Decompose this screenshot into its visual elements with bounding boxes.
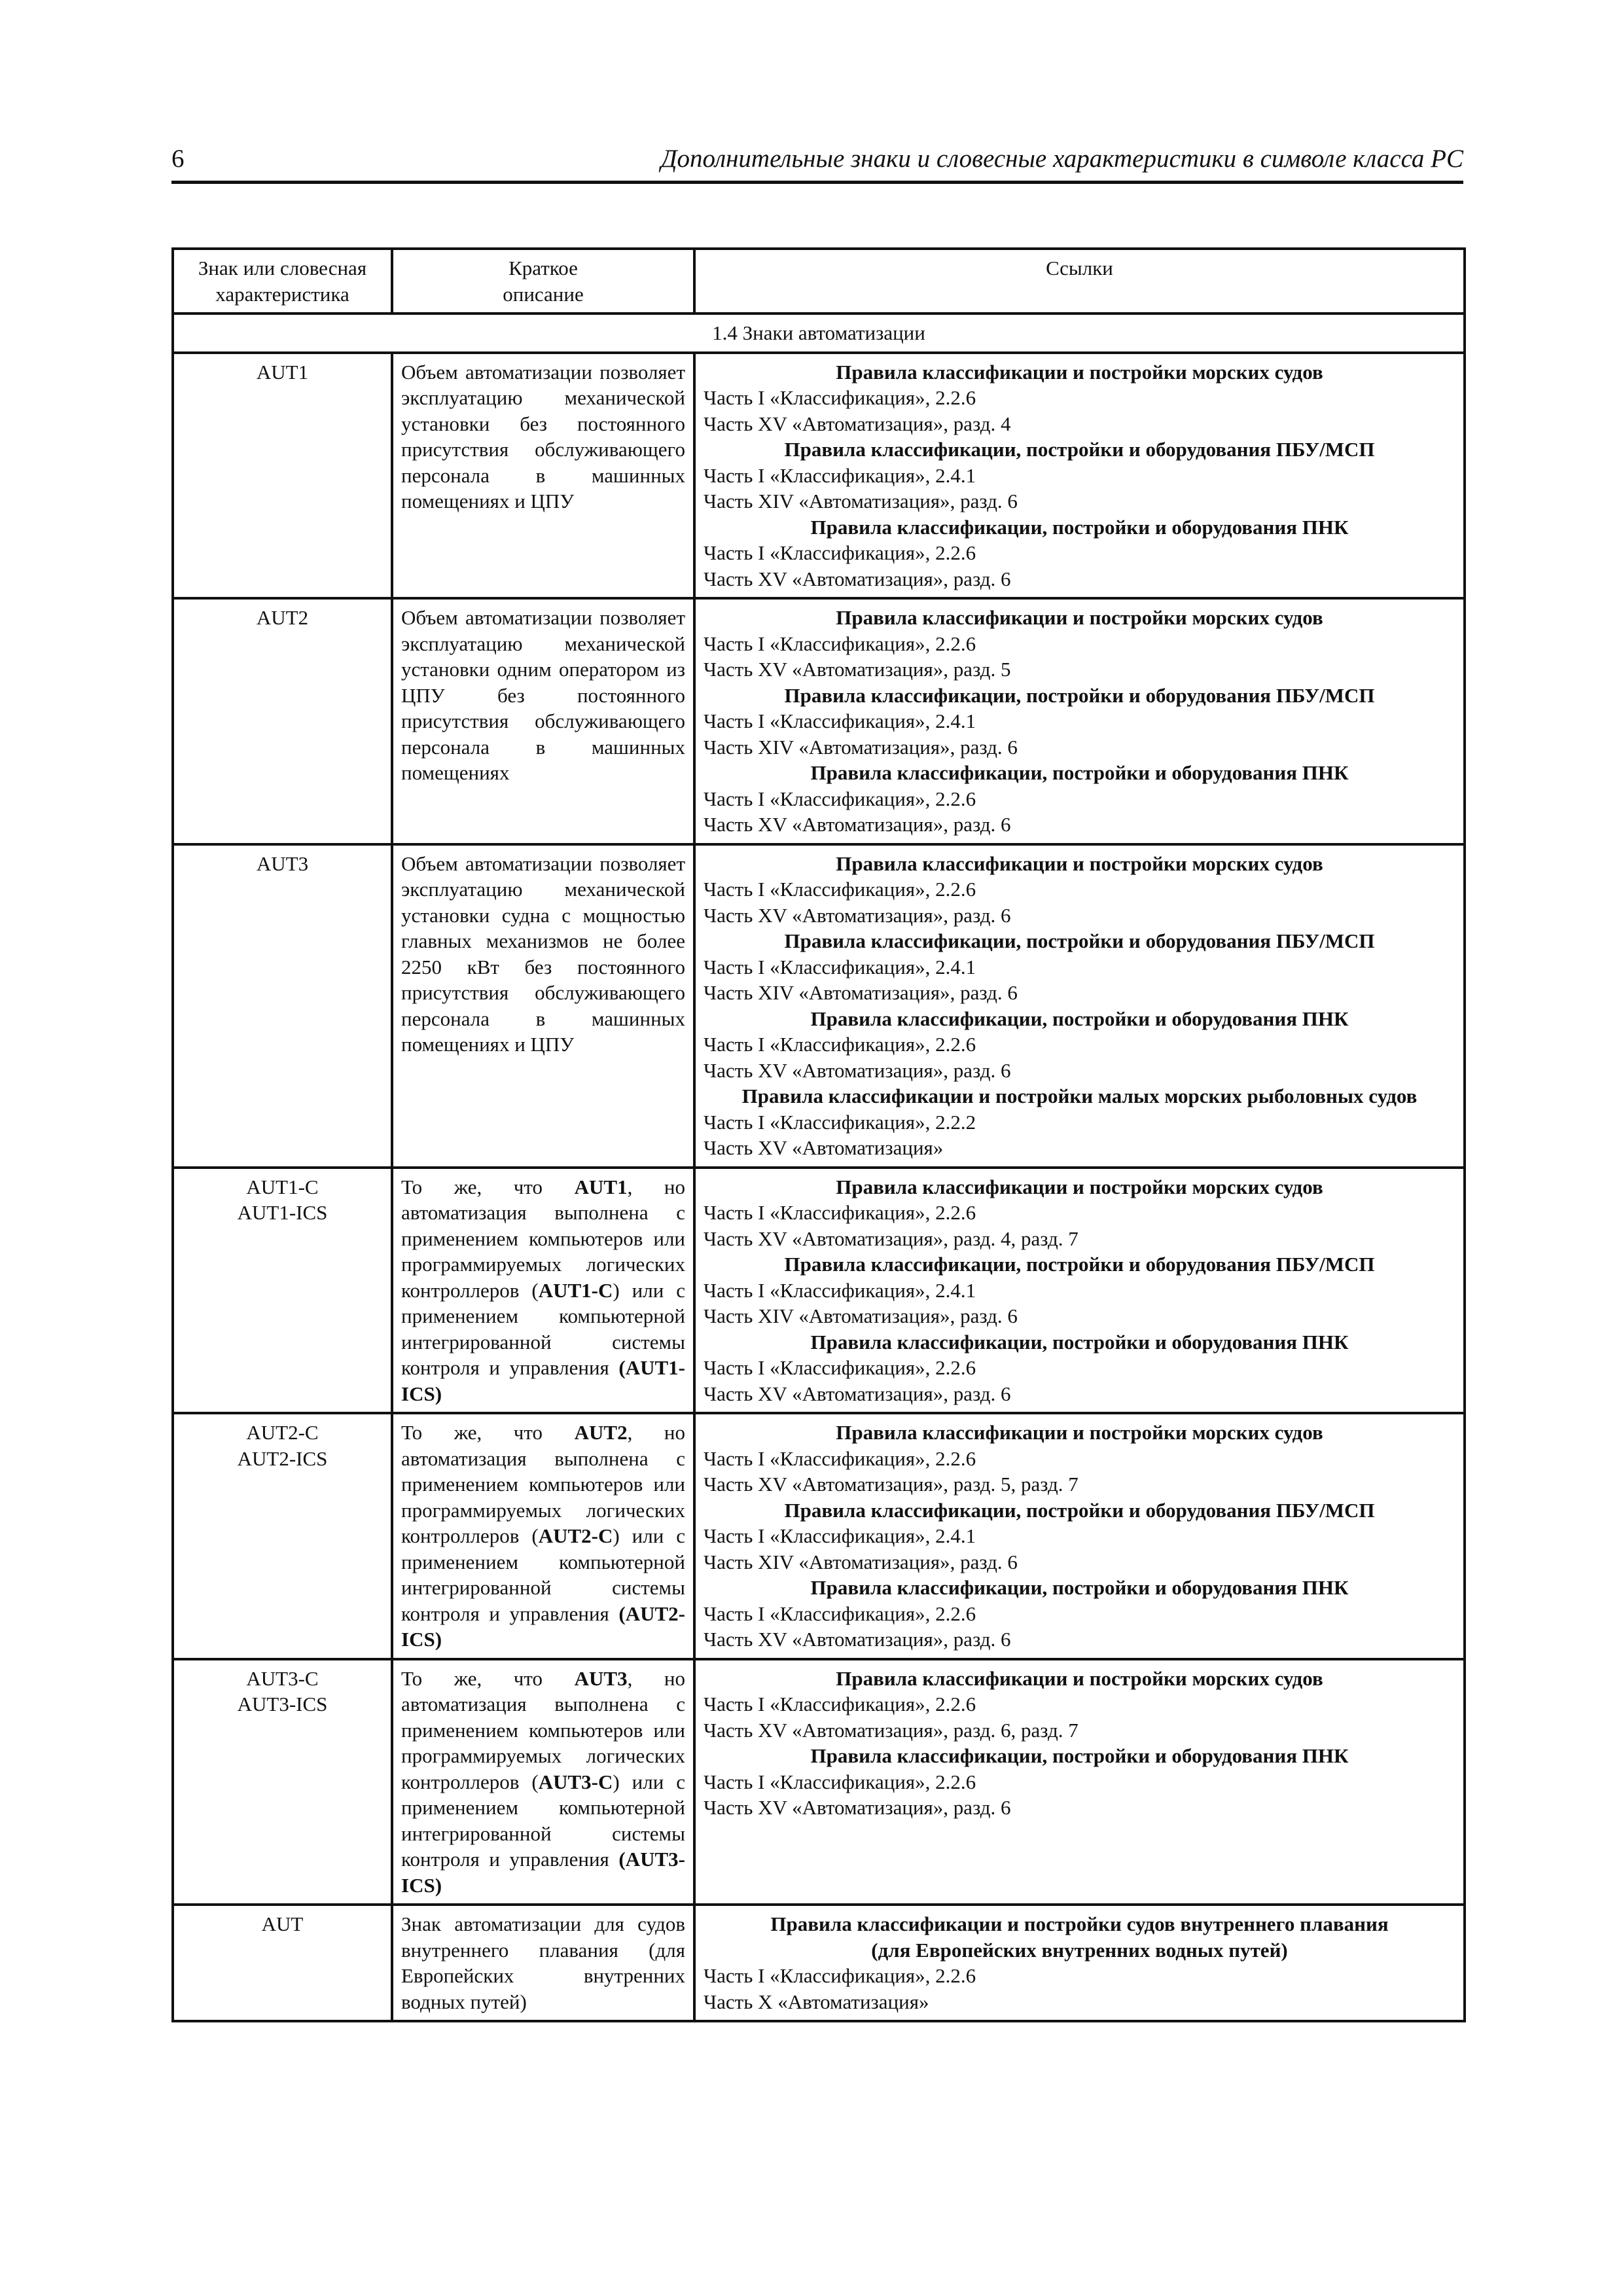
description-cell: Объем автоматизации позволяет эксплуатацию механической установки без постоянного присутствия обслуживающего персонала в машинных помещениях и ЦПУ — [392, 353, 694, 599]
rules-title: Правила классификации, постройки и оборудования ПБУ/МСП — [784, 929, 1375, 952]
description-cell: Объем автоматизации позволяет эксплуатацию механической установки одним оператором из ЦПУ без постоянного присутствия обслуживающего персонала в машинных помещениях — [392, 598, 694, 844]
section-title: 1.4 Знаки автоматизации — [173, 314, 1465, 353]
description-text: , но автоматизация выполнена с применением компьютеров или программируемых логических контроллеров ( — [401, 1666, 686, 1793]
mark-cell — [173, 598, 392, 844]
rules-reference: Часть I «Классификация», 2.2.2 — [704, 1110, 976, 1134]
rules-title: Правила классификации, постройки и оборудования ПНК — [810, 1744, 1349, 1767]
rules-title: Правила классификации, постройки и оборудования ПНК — [810, 1576, 1349, 1599]
column-header-mark-line1: Знак или словесная — [198, 257, 367, 279]
description-mark-reference: AUT1-C — [538, 1278, 613, 1302]
rules-title: Правила классификации и постройки судов внутреннего плавания — [770, 1912, 1389, 1935]
rules-reference: Часть XV «Автоматизация», разд. 4 — [704, 412, 1011, 435]
rules-reference: Часть I «Классификация», 2.4.1 — [704, 1524, 976, 1547]
rules-reference: Часть I «Классификация», 2.2.6 — [704, 1964, 976, 1987]
rules-title: Правила классификации и постройки малых морских рыболовных судов — [741, 1085, 1418, 1107]
rules-title: Правила классификации, постройки и оборудования ПБУ/МСП — [784, 683, 1375, 707]
description-mark-reference: (AUT2-ICS) — [401, 1602, 685, 1651]
rules-reference: Часть XV «Автоматизация», разд. 5, разд. 7 — [704, 1473, 1079, 1496]
rules-reference: Часть XV «Автоматизация», разд. 6 — [704, 1058, 1011, 1082]
description-cell — [392, 1659, 694, 1905]
rules-title: Правила классификации и постройки морских судов — [836, 360, 1323, 384]
rules-title: Правила классификации и постройки морских судов — [836, 1421, 1323, 1444]
rules-reference: Часть XIV «Автоматизация», разд. 6 — [704, 490, 1018, 512]
page-header — [171, 144, 1463, 184]
automation-marks-table — [171, 247, 1466, 2022]
rules-title: Правила классификации и постройки морских судов — [836, 852, 1323, 875]
description-mark-reference: AUT2-C — [538, 1524, 613, 1547]
description-mark-reference: AUT3 — [574, 1666, 628, 1690]
rules-reference: Часть I «Классификация», 2.2.6 — [704, 541, 976, 564]
mark-code: AUT3-C — [246, 1666, 319, 1690]
table-row — [173, 1659, 1465, 1905]
rules-reference: Часть XV «Автоматизация» — [704, 1136, 944, 1159]
description-cell: Объем автоматизации позволяет эксплуатацию механической установки судна с мощностью главных механизмов не более 2250 кВт без постоянного присутствия обслуживающего персонала в машинных помещениях и ЦПУ — [392, 844, 694, 1168]
rules-reference: Часть XV «Автоматизация», разд. 6 — [704, 1796, 1011, 1819]
description-cell: Знак автоматизации для судов внутреннего плавания (для Европейских внутренних водных путей) — [392, 1905, 694, 2021]
references-cell — [694, 353, 1465, 599]
table-row — [173, 353, 1465, 599]
description-text: , но автоматизация выполнена с применением компьютеров или программируемых логических контроллеров ( — [401, 1175, 686, 1302]
description-text: ) или с применением компьютерной интегрированной системы контроля и управления — [401, 1770, 685, 1871]
rules-reference: Часть I «Классификация», 2.4.1 — [704, 1278, 976, 1302]
rules-reference: Часть XV «Автоматизация», разд. 5 — [704, 658, 1011, 681]
mark-cell — [173, 1413, 392, 1659]
description-mark-reference: (AUT1-ICS) — [401, 1356, 685, 1405]
description-text: ) или с применением компьютерной интегрированной системы контроля и управления — [401, 1278, 685, 1379]
rules-reference: Часть I «Классификация», 2.2.6 — [704, 632, 976, 655]
mark-cell — [173, 1905, 392, 2021]
rules-title: Правила классификации, постройки и оборудования ПНК — [810, 761, 1349, 784]
mark-cell — [173, 844, 392, 1168]
rules-reference: Часть XV «Автоматизация», разд. 6, разд. 7 — [704, 1718, 1079, 1742]
rules-reference: Часть XV «Автоматизация», разд. 6 — [704, 903, 1011, 927]
rules-reference: Часть XV «Автоматизация», разд. 6 — [704, 567, 1011, 590]
rules-reference: Часть I «Классификация», 2.2.6 — [704, 1446, 976, 1470]
page-number: 6 — [171, 145, 185, 173]
rules-title: Правила классификации и постройки морских судов — [836, 1175, 1323, 1198]
rules-reference: Часть XV «Автоматизация», разд. 6 — [704, 813, 1011, 836]
rules-reference: Часть I «Классификация», 2.2.6 — [704, 787, 976, 810]
rules-reference: Часть XIV «Автоматизация», разд. 6 — [704, 1550, 1018, 1573]
mark-code: AUT1-ICS — [237, 1201, 328, 1224]
references-cell — [694, 1659, 1465, 1905]
rules-title: Правила классификации, постройки и оборудования ПБУ/МСП — [784, 1498, 1375, 1522]
references-cell — [694, 1168, 1465, 1414]
rules-reference: Часть XIV «Автоматизация», разд. 6 — [704, 981, 1018, 1004]
rules-reference: Часть I «Классификация», 2.2.6 — [704, 1201, 976, 1224]
mark-code: AUT — [261, 1912, 304, 1935]
section-row — [173, 314, 1465, 353]
column-header-mark — [173, 249, 392, 314]
rules-reference: Часть I «Классификация», 2.2.6 — [704, 878, 976, 901]
table-row — [173, 1413, 1465, 1659]
column-header-references-label: Ссылки — [1046, 257, 1113, 279]
rules-reference: Часть I «Классификация», 2.2.6 — [704, 1356, 976, 1379]
rules-reference: Часть XV «Автоматизация», разд. 6 — [704, 1382, 1011, 1405]
rules-title: (для Европейских внутренних водных путей) — [871, 1938, 1288, 1962]
column-header-references — [694, 249, 1465, 314]
references-cell — [694, 844, 1465, 1168]
mark-cell — [173, 1659, 392, 1905]
table-row — [173, 844, 1465, 1168]
mark-code: AUT3-ICS — [237, 1693, 328, 1715]
description-mark-reference: AUT1 — [574, 1175, 628, 1198]
rules-reference: Часть I «Классификация», 2.2.6 — [704, 1693, 976, 1715]
mark-code: AUT2-ICS — [237, 1446, 328, 1470]
table-row — [173, 598, 1465, 844]
mark-code: AUT1 — [256, 360, 309, 384]
table-header-row — [173, 249, 1465, 314]
mark-code: AUT3 — [256, 852, 309, 875]
rules-title: Правила классификации, постройки и оборудования ПНК — [810, 515, 1349, 539]
rules-reference: Часть I «Классификация», 2.2.6 — [704, 1770, 976, 1793]
column-header-description-line2: описание — [503, 282, 584, 306]
mark-code: AUT2 — [256, 606, 309, 629]
rules-reference: Часть XIV «Автоматизация», разд. 6 — [704, 735, 1018, 759]
column-header-mark-line2: характеристика — [215, 282, 349, 306]
rules-title: Правила классификации, постройки и оборудования ПБУ/МСП — [784, 1253, 1375, 1276]
column-header-description — [392, 249, 694, 314]
rules-reference: Часть XIV «Автоматизация», разд. 6 — [704, 1304, 1018, 1327]
description-mark-reference: AUT2 — [574, 1421, 628, 1444]
mark-cell — [173, 353, 392, 599]
table-row — [173, 1168, 1465, 1414]
running-title: Дополнительные знаки и словесные характеристики в символе класса РС — [660, 145, 1463, 173]
references-cell — [694, 598, 1465, 844]
references-cell — [694, 1905, 1465, 2021]
description-text: То же, что — [401, 1421, 575, 1444]
rules-reference: Часть I «Классификация», 2.2.6 — [704, 386, 976, 409]
column-header-description-line1: Краткое — [508, 257, 578, 279]
rules-reference: Часть X «Автоматизация» — [704, 1990, 929, 2013]
rules-reference: Часть XV «Автоматизация», разд. 4, разд. 7 — [704, 1227, 1079, 1250]
description-text: То же, что — [401, 1666, 575, 1690]
description-mark-reference: AUT3-C — [538, 1770, 613, 1793]
description-text: То же, что — [401, 1175, 575, 1198]
rules-reference: Часть XV «Автоматизация», разд. 6 — [704, 1628, 1011, 1651]
rules-title: Правила классификации и постройки морских судов — [836, 1666, 1323, 1690]
rules-title: Правила классификации и постройки морских судов — [836, 606, 1323, 629]
rules-reference: Часть I «Классификация», 2.2.6 — [704, 1602, 976, 1625]
description-text: , но автоматизация выполнена с применением компьютеров или программируемых логических контроллеров ( — [401, 1421, 686, 1547]
description-cell — [392, 1413, 694, 1659]
mark-code: AUT1-C — [246, 1175, 319, 1198]
references-cell — [694, 1413, 1465, 1659]
description-text: ) или с применением компьютерной интегрированной системы контроля и управления — [401, 1524, 685, 1625]
rules-title: Правила классификации, постройки и оборудования ПНК — [810, 1330, 1349, 1354]
rules-reference: Часть I «Классификация», 2.4.1 — [704, 955, 976, 978]
mark-cell — [173, 1168, 392, 1414]
description-cell — [392, 1168, 694, 1414]
rules-title: Правила классификации, постройки и оборудования ПНК — [810, 1007, 1349, 1030]
mark-code: AUT2-C — [246, 1421, 319, 1444]
rules-reference: Часть I «Классификация», 2.4.1 — [704, 709, 976, 732]
rules-reference: Часть I «Классификация», 2.2.6 — [704, 1033, 976, 1056]
rules-reference: Часть I «Классификация», 2.4.1 — [704, 463, 976, 487]
table-row — [173, 1905, 1465, 2021]
rules-title: Правила классификации, постройки и оборудования ПБУ/МСП — [784, 438, 1375, 461]
description-mark-reference: (AUT3-ICS) — [401, 1848, 685, 1897]
